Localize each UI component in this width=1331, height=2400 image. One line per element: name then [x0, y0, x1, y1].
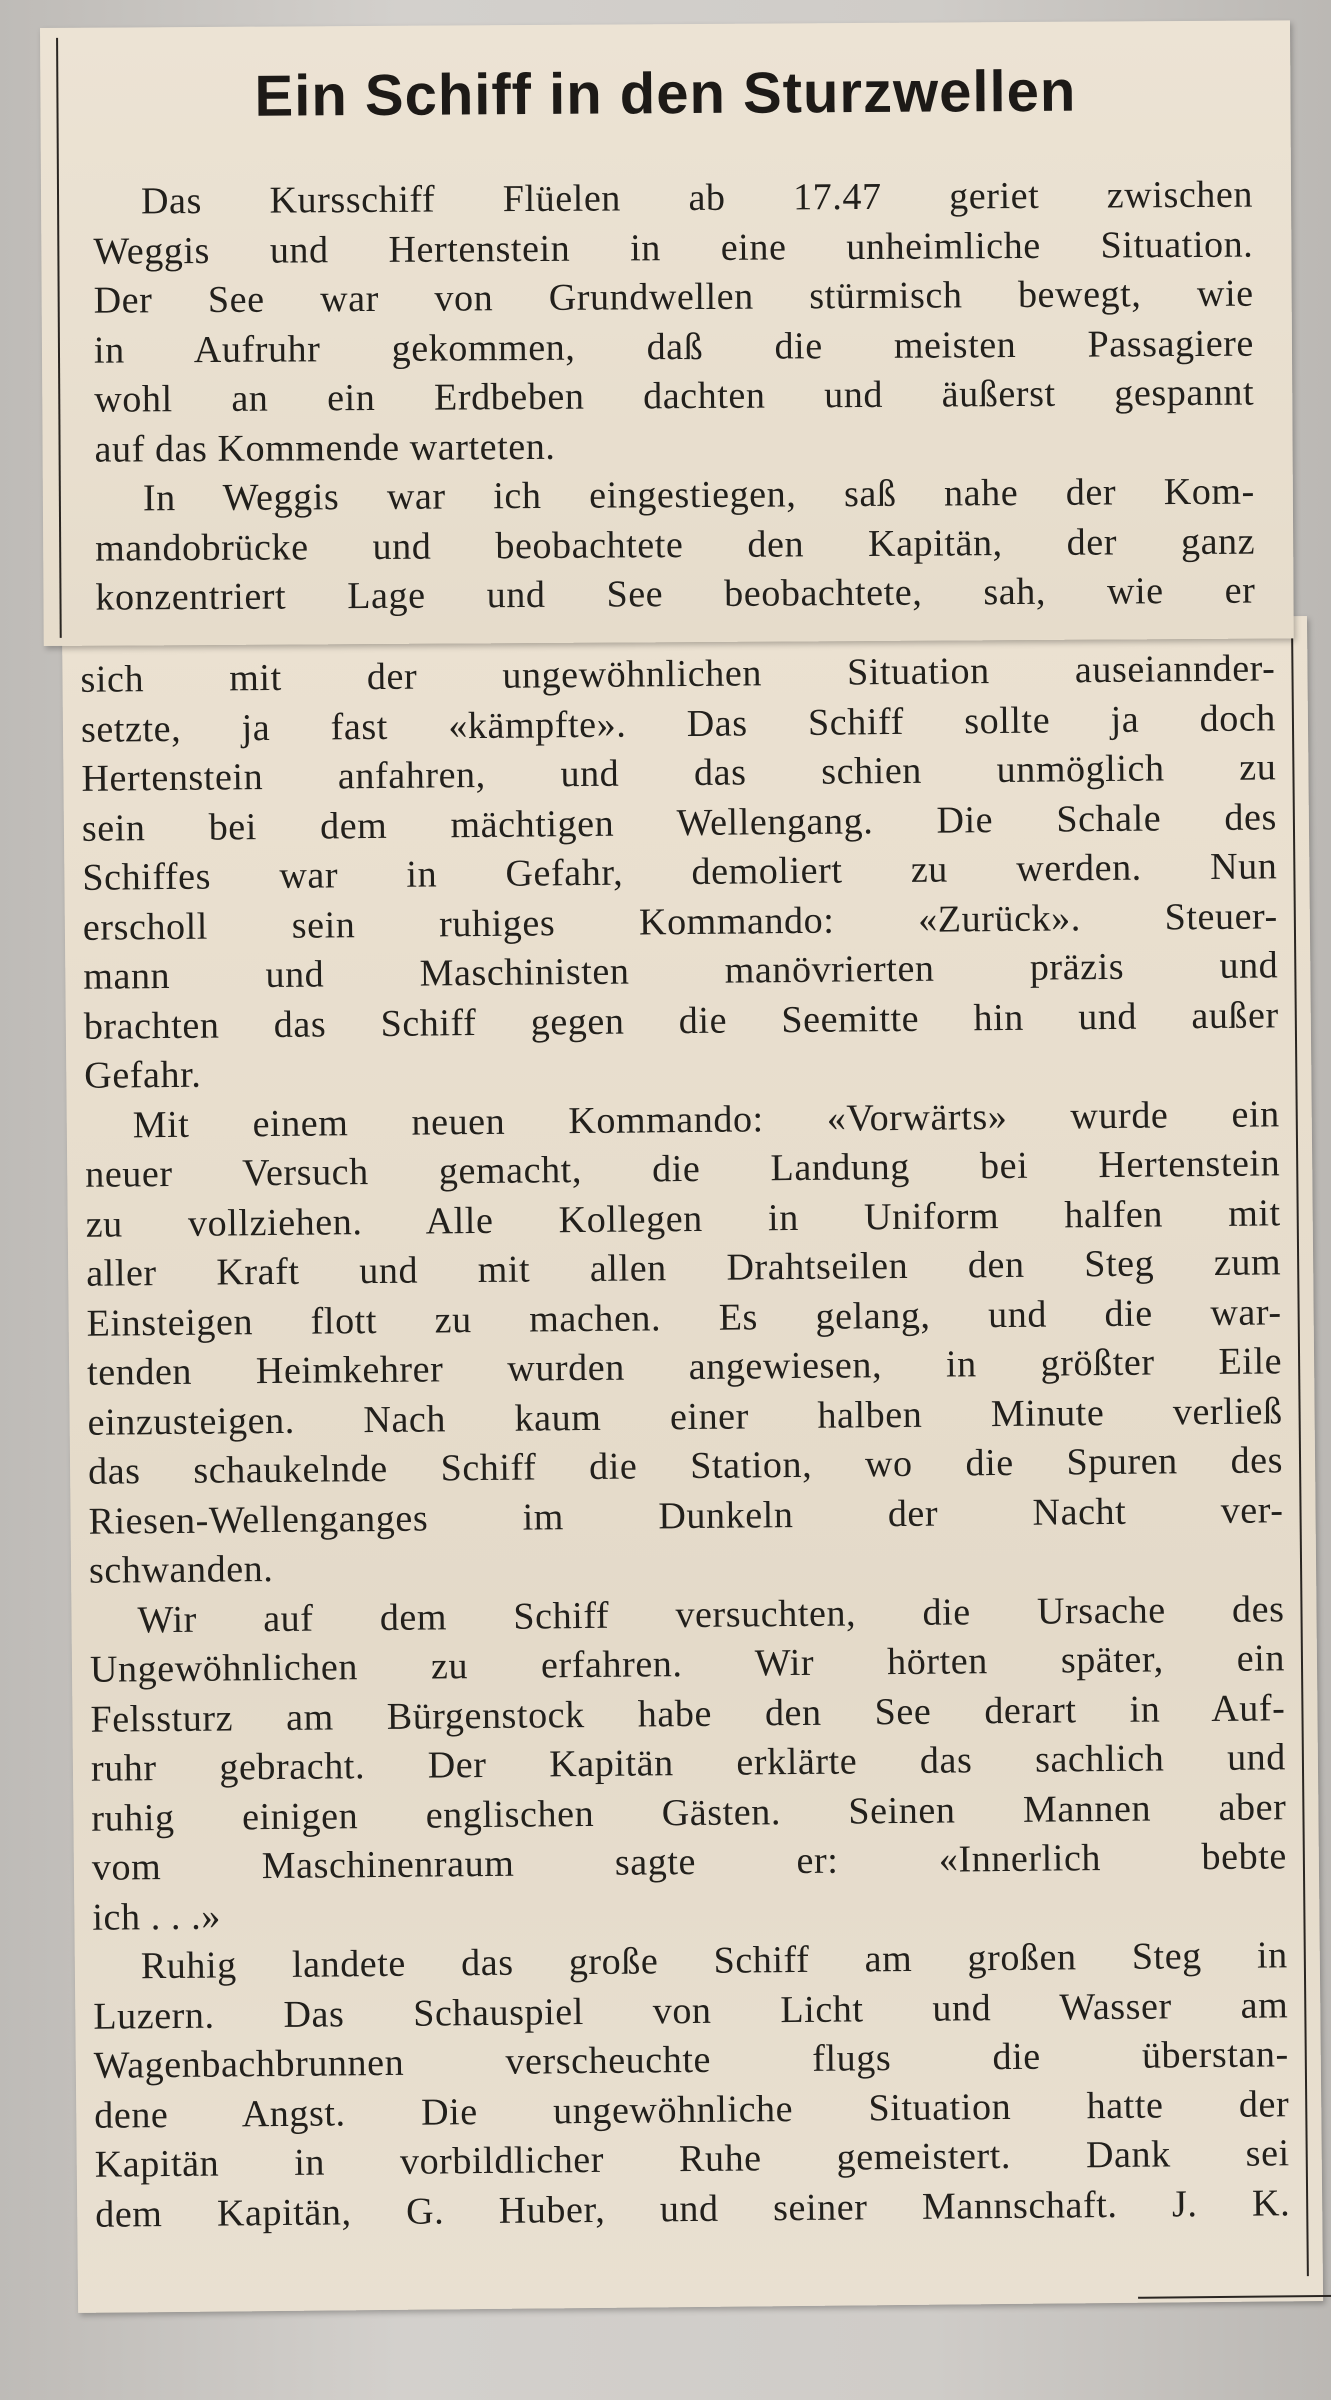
text-line: Ungewöhnlichen zu erfahren. Wir hörten später, ein: [89, 1637, 1286, 1691]
text-line: ruhr gebracht. Der Kapitän erklärte das sachlich und: [90, 1736, 1287, 1790]
text-line: konzentriert Lage und See beobachtete, sah, wie er: [95, 569, 1256, 619]
text-line: vom Maschinenraum sagte er: «Innerlich bebte: [91, 1835, 1288, 1889]
text-line: Schiffes war in Gefahr, demoliert zu werden. Nun: [82, 845, 1278, 899]
text-line: Der See war von Grundwellen stürmisch bewegt, wie: [93, 272, 1254, 322]
text-line: dene Angst. Die ungewöhnliche Situation hatte der: [94, 2082, 1290, 2137]
column-rule-right: [1291, 616, 1309, 2276]
text-line: erscholl sein ruhiges Kommando: «Zurück». Steuer-: [82, 894, 1279, 949]
text-line: mandobrücke und beobachtete den Kapitän, der ganz: [95, 520, 1256, 570]
text-line: Kapitän in vorbildlicher Ruhe gemeistert. Dank sei: [94, 2132, 1290, 2186]
text-line: sein bei dem mächtigen Wellengang. Die Schale des: [81, 795, 1278, 850]
text-line-signature: dem Kapitän, G. Huber, und seiner Mannschaft. J. K.: [95, 2181, 1291, 2236]
text-line: in Aufruhr gekommen, daß die meisten Passagiere: [93, 322, 1255, 372]
article-headline: Ein Schiff in den Sturzwellen: [254, 58, 1077, 129]
clipping-lower-fragment: [62, 616, 1323, 2313]
article-text-lower: [80, 644, 1290, 2239]
article-text-upper: [93, 171, 1256, 624]
text-line: einzusteigen. Nach kaum einer halben Minute verließ: [87, 1389, 1283, 1444]
text-line: Hertenstein anfahren, und das schien unmöglich zu: [81, 746, 1277, 800]
text-line: Wagenbachbrunnen verscheuchte flugs die überstan-: [93, 2033, 1289, 2087]
text-line: Ruhig landete das große Schiff am großen Steg in: [140, 1934, 1288, 1988]
text-line: Gefahr.: [84, 1053, 202, 1097]
text-line: ich . . .»: [92, 1895, 222, 1939]
text-line: ruhig einigen englischen Gästen. Seinen Mannen aber: [91, 1785, 1287, 1840]
text-line: schwanden.: [88, 1548, 274, 1592]
text-line: Weggis und Hertenstein in eine unheimliche Situation.: [93, 223, 1254, 273]
text-line: setzte, ja fast «kämpfte». Das Schiff sollte ja doch: [80, 696, 1277, 751]
text-line: wohl an ein Erdbeben dachten und äußerst gespannt: [94, 371, 1255, 421]
text-line: Wir auf dem Schiff versuchten, die Ursache des: [137, 1587, 1285, 1641]
text-line: mann und Maschinisten manövrierten präzis und: [83, 944, 1279, 998]
text-line: In Weggis war ich eingestiegen, saß nahe der Kom-: [142, 470, 1255, 520]
column-rule-bottom: [1138, 2294, 1331, 2298]
text-line: sich mit der ungewöhnlichen Situation auseiannder-: [80, 647, 1276, 701]
text-line: neuer Versuch gemacht, die Landung bei Hertenstein: [85, 1142, 1281, 1196]
text-line: zu vollziehen. Alle Kollegen in Uniform halfen mit: [85, 1191, 1281, 1246]
clipping-upper-fragment: [40, 20, 1294, 646]
text-line: auf das Kommende warteten.: [94, 425, 556, 471]
text-line: Einsteigen flott zu machen. Es gelang, und die war-: [86, 1290, 1282, 1345]
text-line: Riesen-Wellenganges im Dunkeln der Nacht ver-: [88, 1488, 1284, 1543]
text-line: Mit einem neuen Kommando: «Vorwärts» wurde ein: [132, 1092, 1280, 1146]
text-line: brachten das Schiff gegen die Seemitte hin und außer: [83, 993, 1279, 1048]
text-line: Luzern. Das Schauspiel von Licht und Wasser am: [93, 1983, 1289, 2038]
text-line: das schaukelnde Schiff die Station, wo die Spuren des: [87, 1439, 1284, 1493]
text-line: Felssturz am Bürgenstock habe den See derart in Auf-: [90, 1686, 1286, 1741]
text-line: tenden Heimkehrer wurden angewiesen, in größter Eile: [86, 1340, 1283, 1394]
text-line: Das Kursschiff Flüelen ab 17.47 geriet zwischen: [140, 173, 1254, 223]
text-line: aller Kraft und mit allen Drahtseilen den Steg zum: [85, 1241, 1282, 1295]
